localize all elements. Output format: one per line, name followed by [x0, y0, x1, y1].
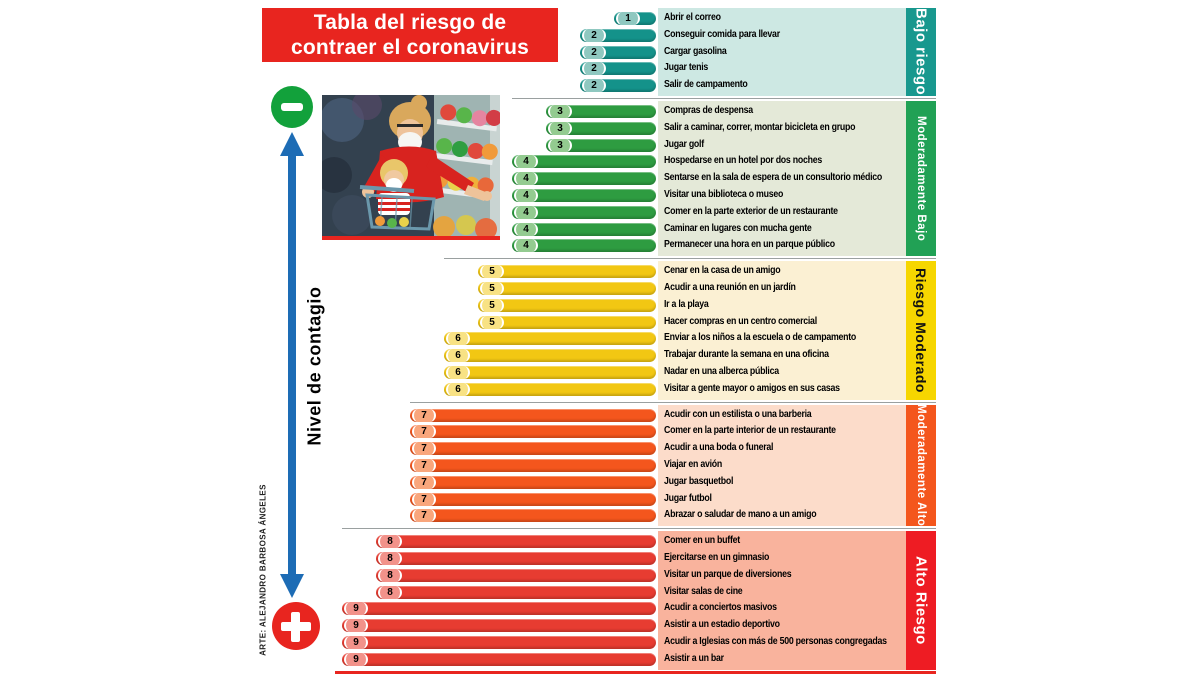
activity-label: Caminar en lugares con mucha gente: [664, 222, 812, 234]
activity-label: Hacer compras en un centro comercial: [664, 315, 817, 327]
risk-bar: [546, 139, 656, 152]
risk-bar: [512, 189, 656, 202]
chart-row: [0, 364, 936, 381]
chart-row: [0, 297, 936, 314]
risk-bar: [478, 299, 656, 312]
risk-value-badge: 9: [344, 653, 368, 666]
activity-label: Cargar gasolina: [664, 45, 727, 57]
risk-bar: [376, 535, 656, 548]
title-line-2: contraer el coronavirus: [290, 36, 530, 59]
chart-row: [0, 314, 936, 331]
risk-group-4: [0, 405, 936, 527]
chart-row: [0, 347, 936, 364]
minus-icon: [271, 86, 313, 128]
risk-bar: [342, 602, 656, 615]
page-title: [262, 8, 558, 62]
risk-value-badge: 5: [480, 299, 504, 312]
activity-label: Jugar golf: [664, 138, 704, 150]
risk-value-badge: 8: [378, 552, 402, 565]
bottom-rule: [335, 671, 936, 674]
risk-value-badge: 7: [412, 493, 436, 506]
chart-row: [0, 584, 936, 601]
risk-bar: [580, 29, 656, 42]
risk-bar: [546, 105, 656, 118]
risk-bar: [410, 476, 656, 489]
chart-row: [0, 533, 936, 550]
risk-value-badge: 4: [514, 206, 538, 219]
risk-value-badge: 6: [446, 366, 470, 379]
group-strip-text: Riesgo Moderado: [913, 267, 929, 393]
group-separator: [444, 258, 936, 259]
risk-bar: [410, 459, 656, 472]
activity-label: Visitar salas de cine: [664, 585, 743, 597]
risk-bar: [410, 509, 656, 522]
group-separator: [342, 528, 936, 529]
risk-value-badge: 5: [480, 265, 504, 278]
chart-row: [0, 77, 936, 94]
risk-value-badge: 9: [344, 619, 368, 632]
activity-label: Asistir a un estadio deportivo: [664, 619, 780, 631]
activity-label: Visitar a gente mayor o amigos en sus casas: [664, 382, 840, 394]
risk-bar: [376, 569, 656, 582]
risk-bar: [376, 586, 656, 599]
activity-label: Salir de campamento: [664, 79, 748, 91]
activity-label: Visitar un parque de diversiones: [664, 568, 792, 580]
risk-bar: [580, 79, 656, 92]
risk-value-badge: 5: [480, 282, 504, 295]
risk-value-badge: 7: [412, 425, 436, 438]
risk-value-badge: 2: [582, 79, 606, 92]
risk-bar: [444, 349, 656, 362]
chart-row: [0, 600, 936, 617]
activity-label: Visitar una biblioteca o museo: [664, 189, 784, 200]
risk-group-5: [0, 531, 936, 669]
chart-row: [0, 550, 936, 567]
risk-value-badge: 4: [514, 239, 538, 252]
chart-row: [0, 651, 936, 668]
risk-bar: [580, 46, 656, 59]
chart-row: [0, 617, 936, 634]
activity-label: Abrazar o saludar de mano a un amigo: [664, 509, 817, 521]
activity-label: Asistir a un bar: [664, 652, 724, 664]
risk-bar: [546, 122, 656, 135]
risk-value-badge: 8: [378, 535, 402, 548]
risk-value-badge: 6: [446, 332, 470, 345]
risk-value-badge: 8: [378, 586, 402, 599]
photo-supermarket: [322, 95, 500, 240]
group-strip-text: Moderadamente Alto: [915, 404, 927, 527]
activity-label: Acudir a una boda o funeral: [664, 442, 774, 454]
activity-label: Compras de despensa: [664, 105, 753, 116]
group-strip-text: Bajo riesgo: [912, 8, 930, 96]
risk-bar: [512, 206, 656, 219]
activity-label: Jugar basquetbol: [664, 475, 734, 487]
axis-label: Nivel de contagio: [304, 286, 325, 446]
risk-value-badge: 4: [514, 223, 538, 236]
risk-value-badge: 7: [412, 442, 436, 455]
activity-label: Hospedarse en un hotel por dos noches: [664, 155, 822, 167]
risk-bar: [342, 619, 656, 632]
risk-value-badge: 4: [514, 189, 538, 202]
risk-value-badge: 3: [548, 122, 572, 135]
risk-bar: [410, 442, 656, 455]
activity-label: Trabajar durante la semana en una oficina: [664, 349, 829, 361]
activity-label: Cenar en la casa de un amigo: [664, 265, 781, 277]
group-separator: [410, 402, 936, 403]
activity-label: Acudir a una reunión en un jardín: [664, 281, 796, 293]
risk-value-badge: 8: [378, 569, 402, 582]
risk-bar: [444, 366, 656, 379]
risk-value-badge: 3: [548, 105, 572, 118]
risk-value-badge: 3: [548, 139, 572, 152]
risk-bar: [444, 332, 656, 345]
activity-label: Abrir el correo: [664, 12, 721, 23]
risk-bar: [512, 155, 656, 168]
risk-value-badge: 7: [412, 509, 436, 522]
risk-bar: [444, 383, 656, 396]
activity-label: Jugar tenis: [664, 62, 709, 74]
risk-bar: [512, 239, 656, 252]
art-credit: ARTE: ALEJANDRO BARBOSA ÁNGELES: [258, 484, 268, 656]
risk-value-badge: 6: [446, 349, 470, 362]
risk-bar: [410, 493, 656, 506]
risk-bar: [478, 265, 656, 278]
activity-label: Permanecer una hora en un parque público: [664, 239, 835, 251]
activity-label: Acudir con un estilista o una barberia: [664, 408, 812, 420]
activity-label: Nadar en una alberca pública: [664, 365, 779, 377]
risk-bar: [342, 636, 656, 649]
activity-label: Jugar futbol: [664, 492, 712, 504]
risk-value-badge: 9: [344, 636, 368, 649]
chart-row: [0, 423, 936, 440]
risk-value-badge: 2: [582, 29, 606, 42]
risk-bar: [512, 223, 656, 236]
risk-value-badge: 7: [412, 476, 436, 489]
chart-row: [0, 381, 936, 398]
chart-row: [0, 330, 936, 347]
chart-row: [0, 567, 936, 584]
chart-row: [0, 491, 936, 508]
risk-value-badge: 5: [480, 316, 504, 329]
risk-value-badge: 4: [514, 155, 538, 168]
risk-group-3: [0, 261, 936, 399]
activity-label: Comer en un buffet: [664, 535, 740, 547]
risk-bar: [478, 316, 656, 329]
contagion-arrow-icon: [278, 132, 306, 598]
risk-bar: [342, 653, 656, 666]
risk-value-badge: 1: [616, 12, 640, 25]
activity-label: Ir a la playa: [664, 298, 709, 310]
activity-label: Comer en la parte interior de un restaurante: [664, 425, 836, 437]
chart-row: [0, 440, 936, 457]
activity-label: Acudir a conciertos masivos: [664, 602, 777, 614]
chart-row: [0, 60, 936, 77]
risk-bar: [512, 172, 656, 185]
risk-bar: [478, 282, 656, 295]
activity-label: Comer en la parte exterior de un restaurante: [664, 205, 838, 217]
risk-value-badge: 7: [412, 409, 436, 422]
risk-bar: [410, 425, 656, 438]
activity-label: Sentarse en la sala de espera de un consultorio médico: [664, 172, 883, 184]
risk-bar: [614, 12, 656, 25]
risk-bar: [410, 409, 656, 422]
activity-label: Viajar en avión: [664, 458, 722, 470]
activity-label: Conseguir comida para llevar: [664, 28, 780, 40]
risk-value-badge: 6: [446, 383, 470, 396]
title-line-1: Tabla del riesgo de: [313, 11, 507, 34]
chart-row: [0, 634, 936, 651]
risk-bar: [376, 552, 656, 565]
activity-label: Salir a caminar, correr, montar bicicleta en grupo: [664, 121, 856, 133]
group-strip-text: Alto Riesgo: [912, 555, 930, 645]
activity-label: Acudir a Iglesias con más de 500 personas congregadas: [664, 635, 887, 647]
group-strip-text: Moderadamente Bajo: [915, 115, 927, 242]
group-separator: [512, 98, 936, 99]
chart-row: [0, 457, 936, 474]
chart-row: [0, 263, 936, 280]
activity-label: Enviar a los niños a la escuela o de campamento: [664, 332, 857, 344]
chart-row: [0, 507, 936, 524]
risk-bar: [580, 62, 656, 75]
chart-row: [0, 407, 936, 424]
chart-row: [0, 474, 936, 491]
risk-value-badge: 2: [582, 46, 606, 59]
plus-icon: [272, 602, 320, 650]
risk-value-badge: 9: [344, 602, 368, 615]
risk-value-badge: 7: [412, 459, 436, 472]
activity-label: Ejercitarse en un gimnasio: [664, 551, 770, 563]
chart-row: [0, 280, 936, 297]
risk-value-badge: 4: [514, 172, 538, 185]
risk-value-badge: 2: [582, 62, 606, 75]
